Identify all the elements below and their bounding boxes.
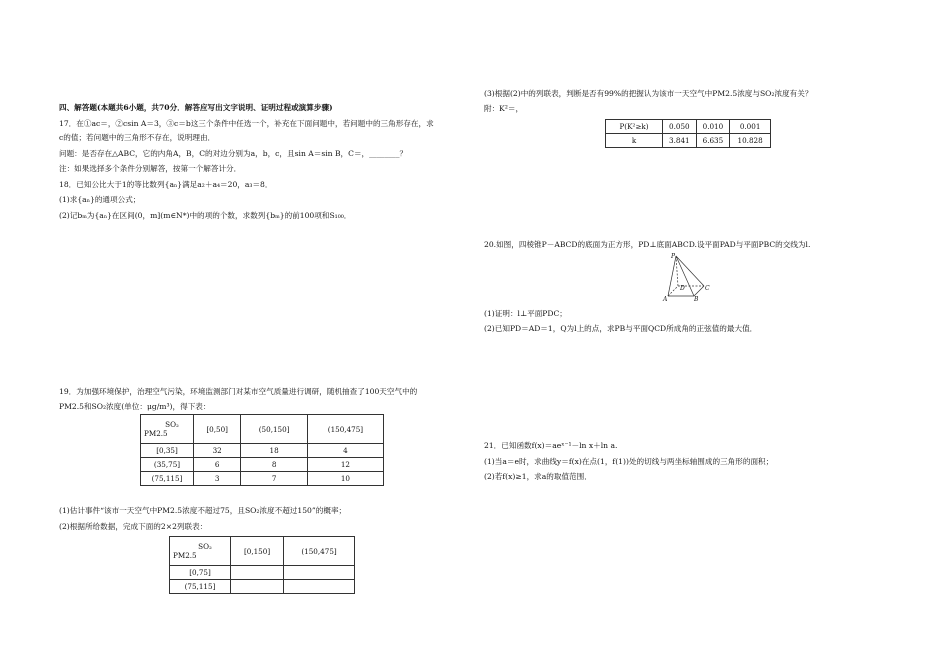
q19-part3-line2: 附：K²＝， bbox=[484, 104, 524, 113]
row-label: (75,115] bbox=[141, 472, 194, 486]
q20-line1: 20.如图，四棱锥P－ABCD的底面为正方形，PD⊥底面ABCD.设平面PAD与平面PBC的交线为l. bbox=[484, 240, 811, 249]
q18-line3: (2)记bₘ为{aₙ}在区间(0，m](m∈N*)中的项的个数，求数列{bₘ}的前100项和S₁₀₀． bbox=[59, 211, 352, 220]
table-header: (50,150] bbox=[241, 415, 308, 444]
row-label: k bbox=[606, 134, 663, 148]
row-label: [0,35] bbox=[141, 444, 194, 458]
label-p: P bbox=[671, 253, 676, 260]
table-cell: 0.001 bbox=[730, 120, 771, 134]
label-d: D bbox=[680, 285, 685, 292]
q19-line2: PM2.5和SO₂浓度(单位：μg/m³)，得下表： bbox=[59, 402, 211, 411]
table-cell: 10 bbox=[307, 472, 383, 486]
table-cell: 12 bbox=[307, 458, 383, 472]
q20-part2: (2)已知PD＝AD＝1，Q为l上的点，求PB与平面QCD所成角的正弦值的最大值． bbox=[484, 324, 758, 333]
table-header: (150,475] bbox=[284, 537, 355, 566]
critical-value-table bbox=[605, 119, 771, 148]
pyramid-figure bbox=[660, 252, 718, 302]
table-cell: 7 bbox=[241, 472, 308, 486]
table-cell: 0.010 bbox=[696, 120, 730, 134]
q19-part2: (2)根据所给数据，完成下面的2×2列联表： bbox=[59, 522, 208, 531]
table-cell: 10.828 bbox=[730, 134, 771, 148]
q18-line1: 18．已知公比大于1的等比数列{aₙ}满足a₂＋a₄＝20，a₃＝8． bbox=[59, 180, 273, 189]
edge-pb bbox=[676, 256, 694, 296]
corner-top: SO₂ bbox=[198, 542, 212, 551]
label-a: A bbox=[663, 296, 668, 302]
empty-cell bbox=[231, 580, 284, 594]
table-cell: 6 bbox=[194, 458, 241, 472]
row-label: [0,75] bbox=[170, 566, 231, 580]
table-cell: 3.841 bbox=[663, 134, 697, 148]
table-cell: 3 bbox=[194, 472, 241, 486]
table-cell: 6.635 bbox=[696, 134, 730, 148]
q18-line2: (1)求{aₙ}的通项公式； bbox=[59, 195, 141, 204]
table-cell: 8 bbox=[241, 458, 308, 472]
q17-line2: c的值；若问题中的三角形不存在，说明理由． bbox=[59, 133, 216, 142]
table-cell: 4 bbox=[307, 444, 383, 458]
empty-cell bbox=[284, 566, 355, 580]
table-header: [0,50] bbox=[194, 415, 241, 444]
q19-line1: 19．为加强环境保护，治理空气污染，环境监测部门对某市空气质量进行调研，随机抽查了100天空气中的 bbox=[59, 387, 418, 396]
q17-line4: 注：如果选择多个条件分别解答，按第一个解答计分． bbox=[59, 164, 242, 173]
empty-cell bbox=[231, 566, 284, 580]
label-c: C bbox=[705, 285, 710, 292]
edge-pa bbox=[668, 256, 676, 296]
edge-bc bbox=[694, 286, 704, 296]
table-cell: 0.050 bbox=[663, 120, 697, 134]
edge-pc bbox=[676, 256, 704, 286]
q19-part1: (1)估计事件“该市一天空气中PM2.5浓度不超过75，且SO₂浓度不超过150”的概率； bbox=[59, 506, 347, 515]
empty-cell bbox=[284, 580, 355, 594]
q21-part1: (1)当a＝e时，求曲线y＝f(x)在点(1，f(1))处的切线与两坐标轴围成的三角形的面积； bbox=[484, 457, 774, 466]
q21-line1: 21．已知函数f(x)＝aeˣ⁻¹－ln x＋ln a. bbox=[484, 441, 618, 450]
q19-part3-line1: (3)根据(2)中的列联表，判断是否有99%的把握认为该市一天空气中PM2.5浓度与SO₂浓度有关？ bbox=[484, 89, 813, 98]
q20-part1: (1)证明：l⊥平面PDC； bbox=[484, 309, 567, 318]
q19-contingency-table bbox=[169, 536, 355, 594]
q17-line1: 17．在①ac＝，②csin A＝3，③c＝b这三个条件中任选一个，补充在下面问题中，若问题中的三角形存在，求 bbox=[59, 119, 434, 128]
table-cell: 32 bbox=[194, 444, 241, 458]
row-label: (35,75] bbox=[141, 458, 194, 472]
q19-data-table bbox=[140, 414, 384, 486]
row-label: (75,115] bbox=[170, 580, 231, 594]
q17-line3: 问题：是否存在△ABC，它的内角A，B，C的对边分别为a，b，c，且sin A＝sin B，C＝，________？ bbox=[59, 149, 408, 158]
q21-part2: (2)若f(x)≥1，求a的取值范围． bbox=[484, 472, 592, 481]
corner-bottom: PM2.5 bbox=[173, 551, 197, 560]
row-label: P(K²≥k) bbox=[606, 120, 663, 134]
corner-bottom: PM2.5 bbox=[144, 429, 168, 438]
table-cell: 18 bbox=[241, 444, 308, 458]
table-corner-cell bbox=[170, 537, 231, 566]
corner-top: SO₂ bbox=[165, 420, 179, 429]
table-header: (150,475] bbox=[307, 415, 383, 444]
label-b: B bbox=[694, 296, 699, 302]
section-title: 四、解答题(本题共6小题，共70分．解答应写出文字说明、证明过程或演算步骤) bbox=[59, 103, 333, 112]
table-corner-cell bbox=[141, 415, 194, 444]
table-header: [0,150] bbox=[231, 537, 284, 566]
